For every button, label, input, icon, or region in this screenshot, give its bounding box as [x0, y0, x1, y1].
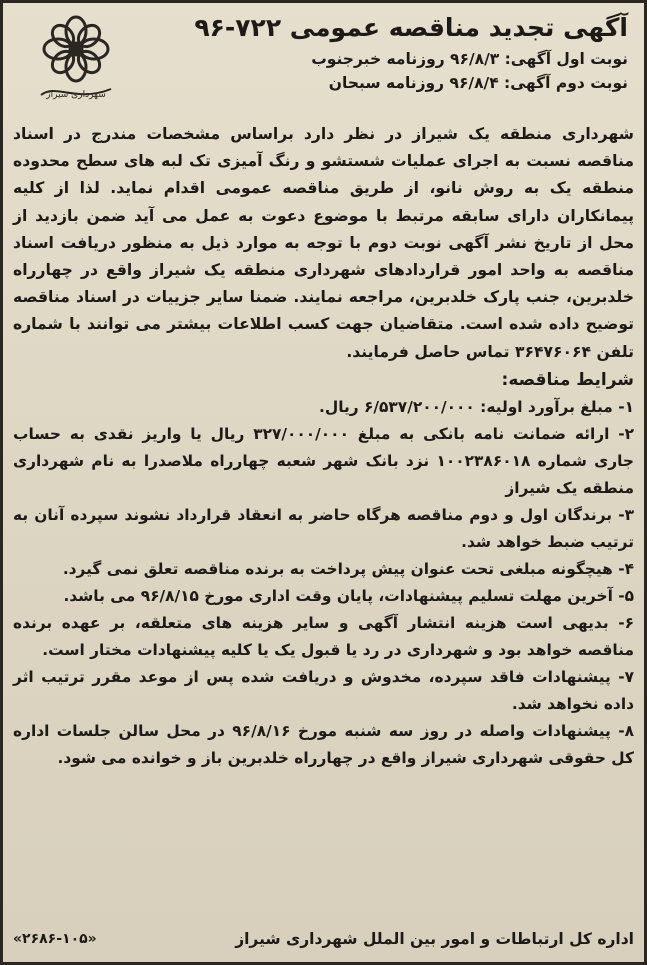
- intro-text-block: [13, 121, 634, 366]
- logo-text: شهرداری شیراز: [46, 90, 106, 100]
- first-publication: نوبت اول آگهی: ۹۶/۸/۳ روزنامه خبرجنوب: [311, 50, 628, 68]
- conditions-list: [13, 394, 634, 772]
- intro-paragraph: شهرداری منطقه یک شیراز در نظر دارد براساس مشخصات مندرج در اسناد مناقصه نسبت به اجرای عملیات شستشو و رنگ آمیزی تک لبه های سطح محدوده منطقه یک به روش نانو، از طریق مناقصه عمومی اقدام نماید. لذا از کلیه پیمانکاران دارای سابقه مرتبط با موضوع دعوت به عمل می آید ضمن بازدید از محل از تاریخ نشر آگهی نوبت دوم با توجه به موارد ذیل به منظور دریافت اسناد مناقصه به واحد امور قراردادهای شهرداری منطقه یک شیراز واقع در چهارراه خلدبرین، جنب پارک خلدبرین، مراجعه نمایند. ضمنا سایر جزییات در اسناد مناقصه توضیح داده شده است. متقاضیان جهت کسب اطلاعات بیشتر می توانند با شماره تلفن ۳۶۴۷۶۰۶۴ تماس حاصل فرمایند.: [13, 125, 634, 361]
- condition-item: ۴- هیچگونه مبلغی تحت عنوان پیش پرداخت به برنده مناقصه تعلق نمی گیرد.: [62, 559, 634, 578]
- condition-item: ۱- مبلغ برآورد اولیه: ۶/۵۳۷/۲۰۰/۰۰۰ ریال.: [319, 397, 634, 416]
- condition-item: ۵- آخرین مهلت تسلیم پیشنهادات، پایان وقت اداری مورخ ۹۶/۸/۱۵ می باشد.: [63, 586, 634, 605]
- condition-item: ۶- بدیهی است هزینه انتشار آگهی و سایر هزینه های متعلقه، بر عهده برنده مناقصه خواهد بود و شهرداری در رد یا قبول یک یا کلیه پیشنهادات مختار است.: [13, 613, 634, 659]
- second-publication: نوبت دوم آگهی: ۹۶/۸/۴ روزنامه سبحان: [328, 74, 628, 92]
- condition-item: ۷- پیشنهادات فاقد سپرده، مخدوش و دریافت شده پس از موعد مقرر ترتیب اثر داده نخواهد شد.: [13, 667, 634, 713]
- conditions-title: شرایط مناقصه:: [501, 369, 634, 390]
- notice-footer: [13, 926, 634, 952]
- condition-item: ۸- پیشنهادات واصله در روز سه شنبه مورخ ۹۶/۸/۱۶ در محل سالن جلسات اداره کل حقوقی شهرداری شیراز واقع در چهارراه خلدبرین باز و خوانده می شود.: [13, 721, 634, 767]
- shiraz-municipality-logo-icon: [21, 11, 131, 103]
- notice-code: «۲۶۸۶-۱۰۵»: [13, 931, 97, 947]
- notice-title: آگهی تجدید مناقصه عمومی ۷۲۲-۹۶: [194, 13, 628, 42]
- notice-header: [13, 9, 634, 121]
- condition-item: ۳- برندگان اول و دوم مناقصه هرگاه حاضر به انعقاد قرارداد نشوند سپرده آنان به ترتیب ضبط خواهد شد.: [13, 505, 634, 551]
- condition-item: ۲- ارائه ضمانت نامه بانکی به مبلغ ۳۲۷/۰۰۰/۰۰۰ ریال یا واریز نقدی به حساب جاری شماره ۱۰۰۲۳۸۶۰۱۸ نزد بانک شهر شعبه چهارراه ملاصدرا به نام شهرداری منطقه یک شیراز: [13, 424, 634, 497]
- issuer-name: اداره کل ارتباطات و امور بین الملل شهرداری شیراز: [235, 930, 634, 948]
